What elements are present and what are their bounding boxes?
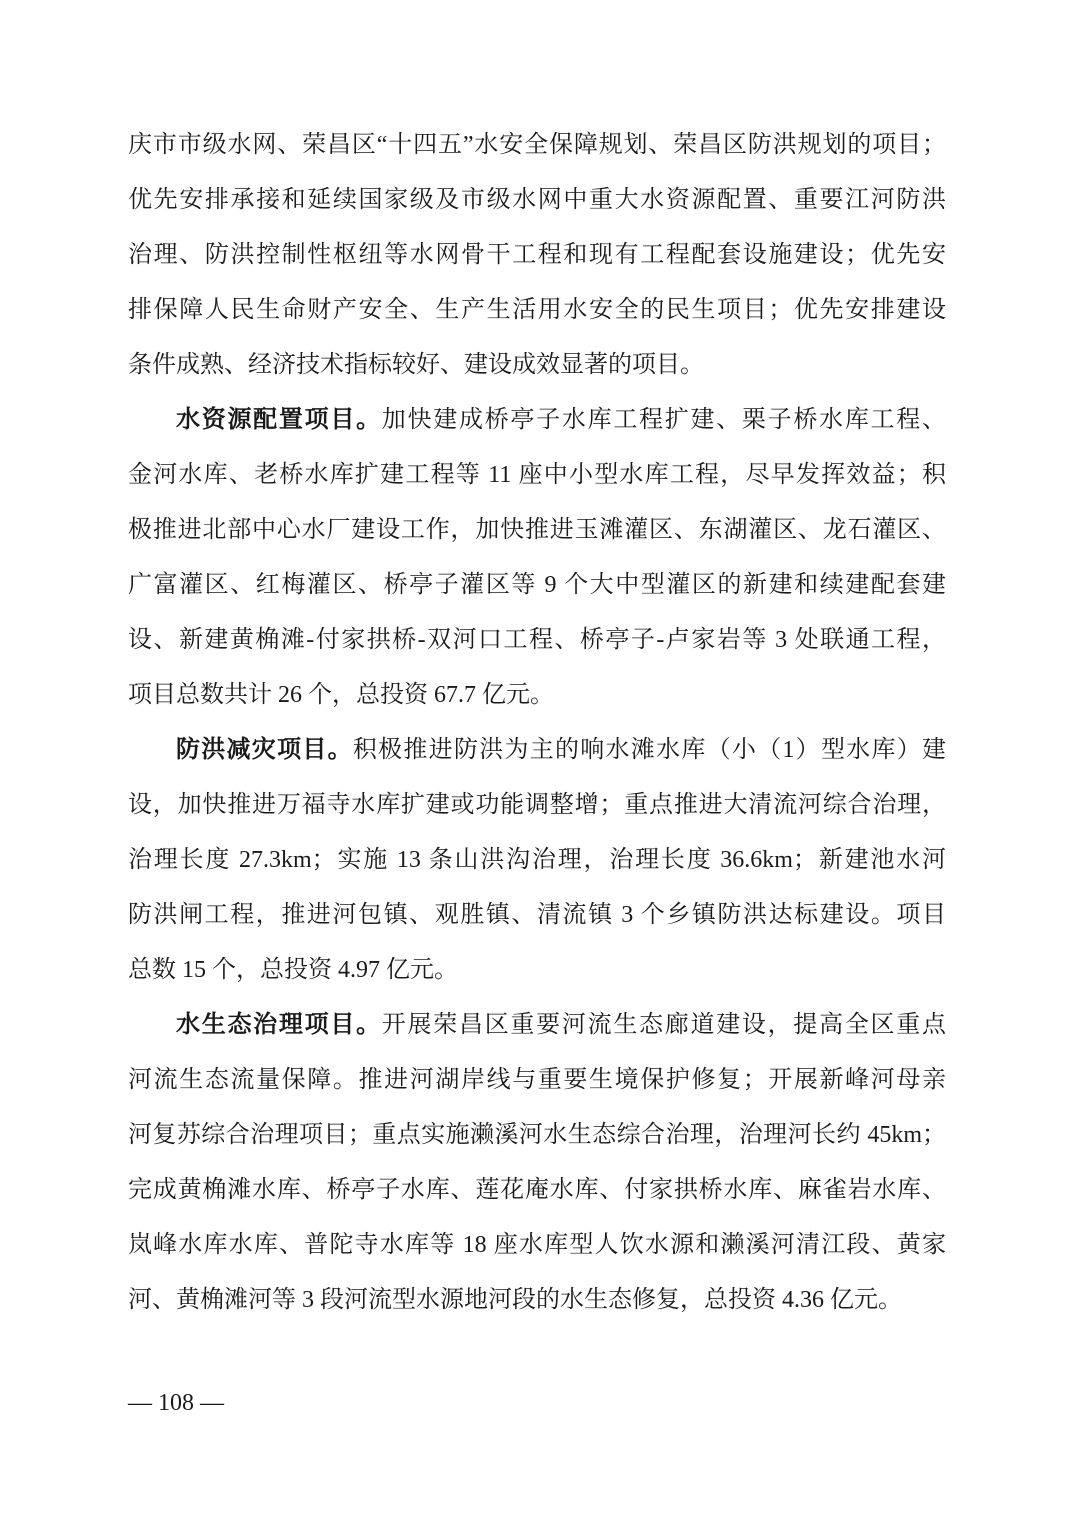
text-line: 条件成熟、经济技术指标较好、建设成效显著的项目。 [128, 352, 704, 378]
text-line: 优先安排承接和延续国家级及市级水网中重大水资源配置、重要江河防洪 [128, 187, 946, 213]
text-line: 防洪闸工程，推进河包镇、观胜镇、清流镇 3 个乡镇防洪达标建设。项目 [128, 902, 946, 928]
text-line [128, 723, 946, 778]
text-line: 治理、防洪控制性枢纽等水网骨干工程和现有工程配套设施建设；优先安 [128, 242, 946, 268]
text-line: 排保障人民生命财产安全、生产生活用水安全的民生项目；优先安排建设 [128, 297, 946, 323]
text-line: 河、黄桷滩河等 3 段河流型水源地河段的水生态修复，总投资 4.36 亿元。 [128, 1287, 902, 1313]
paragraph-title: 水资源配置项目。 [176, 407, 382, 433]
text-line: 广富灌区、红梅灌区、桥亭子灌区等 9 个大中型灌区的新建和续建配套建 [128, 572, 946, 598]
paragraph-title: 水生态治理项目。 [176, 1012, 382, 1038]
paragraph-lead-text: 积极推进防洪为主的响水滩水库（小（1）型水库）建 [352, 737, 946, 763]
text-line: 河复苏综合治理项目；重点实施濑溪河水生态综合治理，治理河长约 45km； [128, 1122, 946, 1148]
text-line: 庆市市级水网、荣昌区“十四五”水安全保障规划、荣昌区防洪规划的项目； [128, 132, 946, 158]
page-number: — 108 — [128, 1390, 224, 1416]
text-line: 项目总数共计 26 个，总投资 67.7 亿元。 [128, 682, 554, 708]
text-line: 岚峰水库水库、普陀寺水库等 18 座水库型人饮水源和濑溪河清江段、黄家 [128, 1232, 946, 1258]
paragraph-flood-control-projects [128, 723, 946, 998]
text-line: 完成黄桷滩水库、桥亭子水库、莲花庵水库、付家拱桥水库、麻雀岩水库、 [128, 1177, 946, 1203]
paragraph-lead-text: 加快建成桥亭子水库工程扩建、栗子桥水库工程、 [381, 407, 946, 433]
paragraph-water-ecology-projects [128, 998, 946, 1328]
text-line: 总数 15 个，总投资 4.97 亿元。 [128, 957, 458, 983]
text-line: 河流生态流量保障。推进河湖岸线与重要生境保护修复；开展新峰河母亲 [128, 1067, 946, 1093]
text-line [128, 393, 946, 448]
document-body [128, 118, 946, 1328]
text-line: 设，加快推进万福寺水库扩建或功能调整增；重点推进大清流河综合治理， [128, 792, 946, 818]
text-line: 设、新建黄桷滩-付家拱桥-双河口工程、桥亭子-卢家岩等 3 处联通工程， [128, 627, 946, 653]
text-line [128, 998, 946, 1053]
paragraph-title: 防洪减灾项目。 [176, 737, 353, 763]
paragraph-continuation [128, 118, 946, 393]
text-line: 金河水库、老桥水库扩建工程等 11 座中小型水库工程，尽早发挥效益；积 [128, 462, 946, 488]
text-line: 极推进北部中心水厂建设工作，加快推进玉滩灌区、东湖灌区、龙石灌区、 [128, 517, 946, 543]
paragraph-lead-text: 开展荣昌区重要河流生态廊道建设，提高全区重点 [381, 1012, 946, 1038]
paragraph-water-resources-projects [128, 393, 946, 723]
text-line: 治理长度 27.3km；实施 13 条山洪沟治理，治理长度 36.6km；新建池水河 [128, 847, 946, 873]
